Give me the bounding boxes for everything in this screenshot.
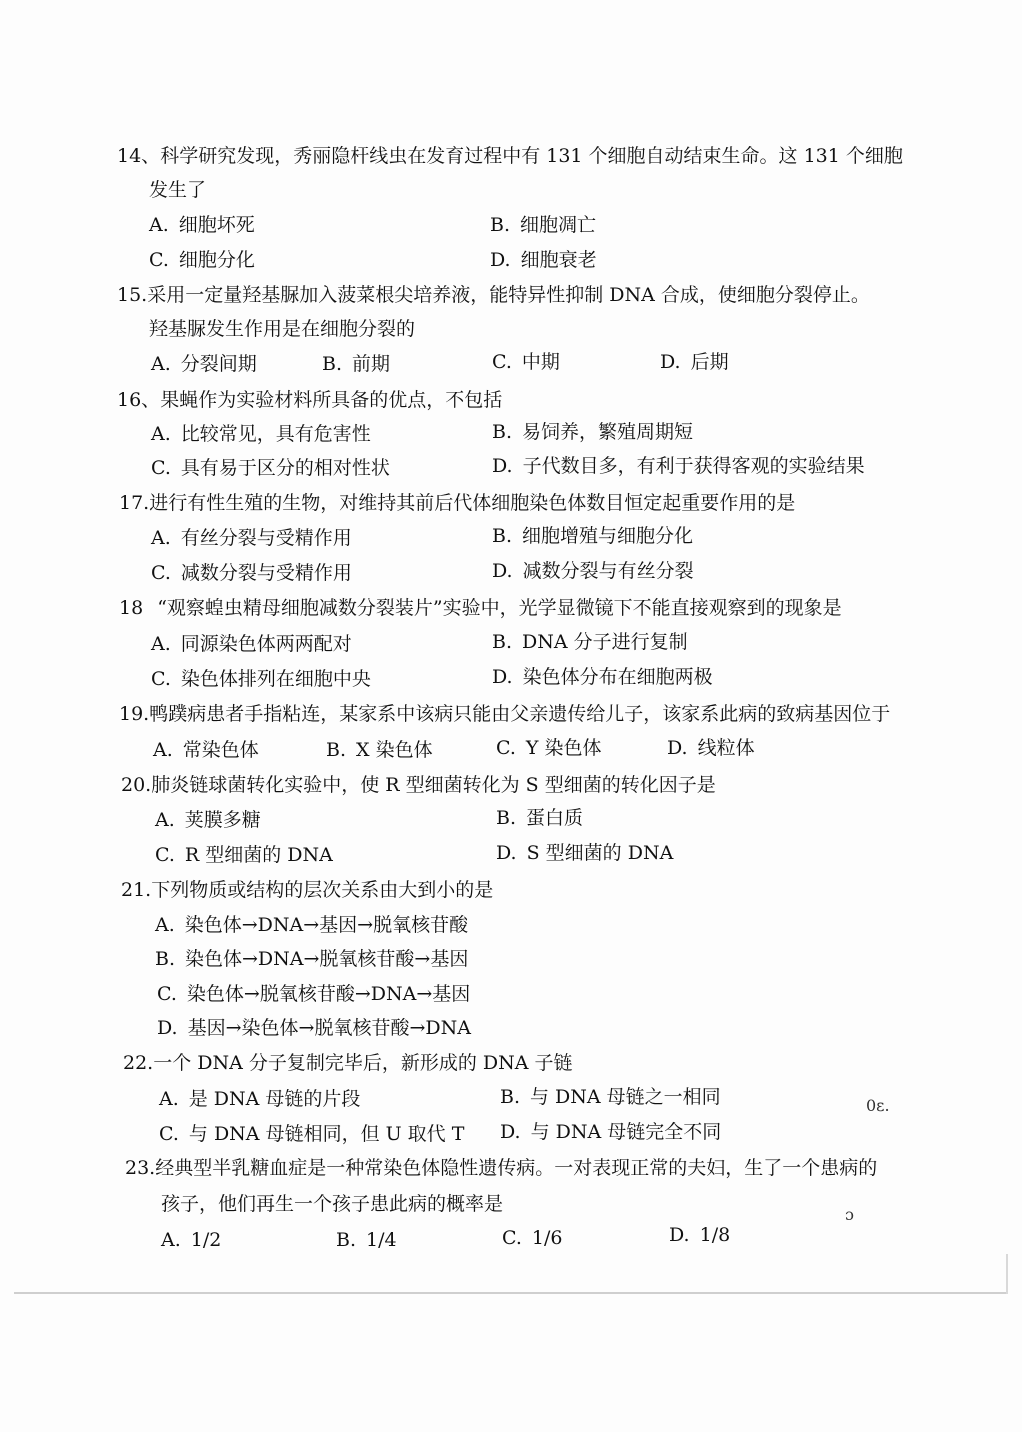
question-text: 经典型半乳糖血症是一种常染色体隐性遗传病。一对表现正常的夫妇，生了一个患病的 — [155, 1157, 878, 1179]
question-17-option-d — [492, 559, 694, 583]
stray-mark: ɔ — [845, 1205, 854, 1224]
option-text: 染色体→脱氧核苷酸→DNA→基因 — [186, 983, 471, 1005]
question-15-option-c — [492, 350, 560, 374]
question-text: 下列物质或结构的层次关系由大到小的是 — [151, 879, 494, 901]
question-text: 进行有性生殖的生物，对维持其前后代体细胞染色体数目恒定起重要作用的是 — [149, 492, 796, 514]
question-number: 18 — [119, 597, 144, 619]
option-text: 1/4 — [366, 1229, 397, 1251]
question-text: “观察蝗虫精母细胞减数分裂装片”实验中，光学显微镜下不能直接观察到的现象是 — [157, 597, 842, 619]
option-text: S 型细菌的 DNA — [526, 842, 674, 864]
option-text: 有丝分裂与受精作用 — [180, 527, 352, 549]
option-text: 易饲养，繁殖周期短 — [522, 421, 694, 443]
question-15-line-2: 羟基脲发生作用是在细胞分裂的 — [149, 318, 416, 340]
option-text: 1/2 — [190, 1229, 222, 1251]
question-14-line-1 — [117, 144, 903, 168]
option-text: 细胞凋亡 — [520, 214, 597, 236]
question-17-line-1 — [119, 491, 795, 515]
question-20-option-d — [496, 841, 673, 865]
option-text: 与 DNA 母链完全不同 — [530, 1121, 722, 1143]
question-number: 14、 — [117, 145, 161, 167]
option-letter: C. — [496, 737, 516, 759]
option-letter: D. — [496, 842, 517, 864]
option-letter: A. — [159, 1088, 179, 1110]
option-letter: D. — [500, 1121, 521, 1143]
question-text: 果蝇作为实验材料所具备的优点，不包括 — [160, 389, 503, 411]
option-letter: B. — [492, 525, 513, 547]
question-number: 15. — [117, 284, 148, 306]
option-letter: D. — [660, 351, 681, 373]
option-text: 减数分裂与受精作用 — [180, 562, 352, 584]
question-14-option-d — [490, 248, 597, 272]
option-text: 染色体分布在细胞两极 — [522, 666, 713, 688]
question-number: 20. — [121, 774, 152, 796]
question-17-option-a — [151, 526, 352, 550]
option-text: 是 DNA 母链的片段 — [188, 1088, 361, 1110]
question-15-line-1 — [117, 283, 870, 307]
option-letter: C. — [151, 457, 171, 479]
option-text: 常染色体 — [182, 739, 259, 761]
question-23-line-1 — [125, 1156, 877, 1180]
option-text: 细胞坏死 — [178, 214, 255, 236]
question-22-option-a — [159, 1087, 360, 1111]
question-number: 22. — [123, 1052, 154, 1074]
option-text: 细胞增殖与细胞分化 — [522, 525, 694, 547]
question-17-option-c — [151, 561, 352, 585]
question-19-option-c — [496, 736, 602, 760]
option-letter: D. — [492, 560, 513, 582]
question-14-line-2: 发生了 — [149, 179, 207, 201]
option-text: 前期 — [352, 353, 391, 375]
question-text: 肺炎链球菌转化实验中，使 R 型细菌转化为 S 型细菌的转化因子是 — [151, 774, 716, 796]
option-text: 染色体排列在细胞中央 — [180, 668, 371, 690]
option-letter: B. — [322, 353, 343, 375]
question-number: 23. — [125, 1157, 156, 1179]
question-text: 采用一定量羟基脲加入菠菜根尖培养液，能特异性抑制 DNA 合成，使细胞分裂停止。 — [147, 284, 870, 306]
option-text: 减数分裂与有丝分裂 — [522, 560, 694, 582]
question-16-option-b — [492, 420, 693, 444]
option-letter: B. — [326, 739, 347, 761]
question-23-option-c — [502, 1226, 562, 1250]
scan-border-line — [14, 1292, 1008, 1294]
question-22-line-1 — [123, 1051, 573, 1075]
question-23-option-b — [336, 1228, 397, 1252]
option-letter: C. — [155, 844, 175, 866]
question-15-option-a — [151, 352, 257, 376]
option-letter: D. — [490, 249, 511, 271]
option-letter: C. — [157, 983, 177, 1005]
option-text: R 型细菌的 DNA — [184, 844, 333, 866]
option-text: 荚膜多糖 — [184, 809, 261, 831]
question-20-option-b — [496, 806, 583, 830]
option-letter: B. — [492, 631, 513, 653]
option-text: 与 DNA 母链之一相同 — [530, 1086, 721, 1108]
question-23-line-2: 孩子，他们再生一个孩子患此病的概率是 — [161, 1193, 504, 1215]
question-18-option-b — [492, 630, 688, 654]
question-22-option-d — [500, 1120, 721, 1144]
option-letter: B. — [492, 421, 513, 443]
question-19-option-b — [326, 738, 433, 762]
option-letter: B. — [500, 1086, 521, 1108]
question-16-option-c — [151, 456, 390, 480]
question-22-option-c — [159, 1122, 464, 1146]
question-20-option-c — [155, 843, 333, 867]
question-14-option-a — [149, 213, 255, 237]
option-letter: B. — [496, 807, 517, 829]
option-text: 基因→染色体→脱氧核苷酸→DNA — [187, 1017, 471, 1039]
question-20-option-a — [155, 808, 261, 832]
question-14-option-b — [490, 213, 596, 237]
question-number: 16、 — [117, 389, 161, 411]
option-text: 1/8 — [699, 1224, 731, 1246]
option-letter: C. — [149, 249, 169, 271]
question-number: 21. — [121, 879, 152, 901]
option-text: 细胞分化 — [178, 249, 255, 271]
question-number: 17. — [119, 492, 150, 514]
question-21-line-1 — [121, 878, 493, 902]
option-letter: A. — [149, 214, 169, 236]
question-18-option-d — [492, 665, 713, 689]
option-text: 分裂间期 — [180, 353, 257, 375]
option-letter: A. — [155, 914, 175, 936]
option-text: 线粒体 — [697, 737, 755, 759]
question-21-option-a — [155, 913, 468, 937]
option-text: 中期 — [521, 351, 560, 373]
question-18-option-c — [151, 667, 371, 691]
question-21-option-d — [157, 1016, 471, 1040]
option-letter: C. — [502, 1227, 522, 1249]
option-text: 细胞衰老 — [520, 249, 597, 271]
option-letter: A. — [151, 423, 171, 445]
question-19-option-d — [667, 736, 755, 760]
option-text: X 染色体 — [356, 739, 433, 761]
option-text: 比较常见，具有危害性 — [180, 423, 371, 445]
option-letter: C. — [151, 668, 171, 690]
option-letter: B. — [490, 214, 511, 236]
option-letter: A. — [151, 633, 171, 655]
question-text: 鸭蹼病患者手指粘连，某家系中该病只能由父亲遗传给儿子，该家系此病的致病基因位于 — [149, 703, 891, 725]
question-17-option-b — [492, 524, 693, 548]
question-15-option-d — [660, 350, 729, 374]
question-18-line-1 — [119, 596, 842, 620]
question-18-option-a — [151, 632, 352, 656]
option-letter: A. — [151, 353, 171, 375]
question-16-option-a — [151, 422, 371, 446]
option-letter: A. — [161, 1229, 181, 1251]
option-letter: D. — [669, 1224, 690, 1246]
question-23-option-a — [161, 1228, 221, 1252]
option-letter: C. — [159, 1123, 179, 1145]
option-letter: D. — [492, 455, 513, 477]
option-text: 具有易于区分的相对性状 — [180, 457, 390, 479]
option-letter: A. — [155, 809, 175, 831]
option-text: 蛋白质 — [526, 807, 584, 829]
option-text: 子代数目多，有利于获得客观的实验结果 — [522, 455, 865, 477]
option-text: DNA 分子进行复制 — [522, 631, 688, 653]
option-letter: B. — [336, 1229, 357, 1251]
option-text: 染色体→DNA→脱氧核苷酸→基因 — [185, 948, 469, 970]
option-letter: C. — [151, 562, 171, 584]
question-number: 19. — [119, 703, 150, 725]
question-22-option-b — [500, 1085, 721, 1109]
question-23-option-d — [669, 1223, 730, 1247]
option-letter: A. — [153, 739, 173, 761]
stray-mark: 0ε. — [866, 1096, 890, 1115]
option-text: 同源染色体两两配对 — [180, 633, 352, 655]
question-19-option-a — [153, 738, 259, 762]
scan-border-edge — [1006, 1254, 1008, 1294]
option-letter: D. — [157, 1017, 178, 1039]
question-14-option-c — [149, 248, 255, 272]
option-text: 后期 — [690, 351, 729, 373]
option-text: Y 染色体 — [525, 737, 602, 759]
question-text: 科学研究发现，秀丽隐杆线虫在发育过程中有 131 个细胞自动结束生命。这 131 个细胞 — [160, 145, 903, 167]
option-letter: B. — [155, 948, 176, 970]
question-19-line-1 — [119, 702, 890, 726]
option-letter: A. — [151, 527, 171, 549]
option-text: 1/6 — [531, 1227, 563, 1249]
option-letter: D. — [492, 666, 513, 688]
option-text: 染色体→DNA→基因→脱氧核苷酸 — [184, 914, 469, 936]
question-21-option-b — [155, 947, 468, 971]
question-21-option-c — [157, 982, 470, 1006]
question-16-option-d — [492, 454, 865, 478]
option-letter: D. — [667, 737, 688, 759]
option-letter: C. — [492, 351, 512, 373]
question-text: 一个 DNA 分子复制完毕后，新形成的 DNA 子链 — [153, 1052, 573, 1074]
question-16-line-1 — [117, 388, 502, 412]
option-text: 与 DNA 母链相同，但 U 取代 T — [188, 1123, 465, 1145]
question-20-line-1 — [121, 773, 716, 797]
question-15-option-b — [322, 352, 390, 376]
